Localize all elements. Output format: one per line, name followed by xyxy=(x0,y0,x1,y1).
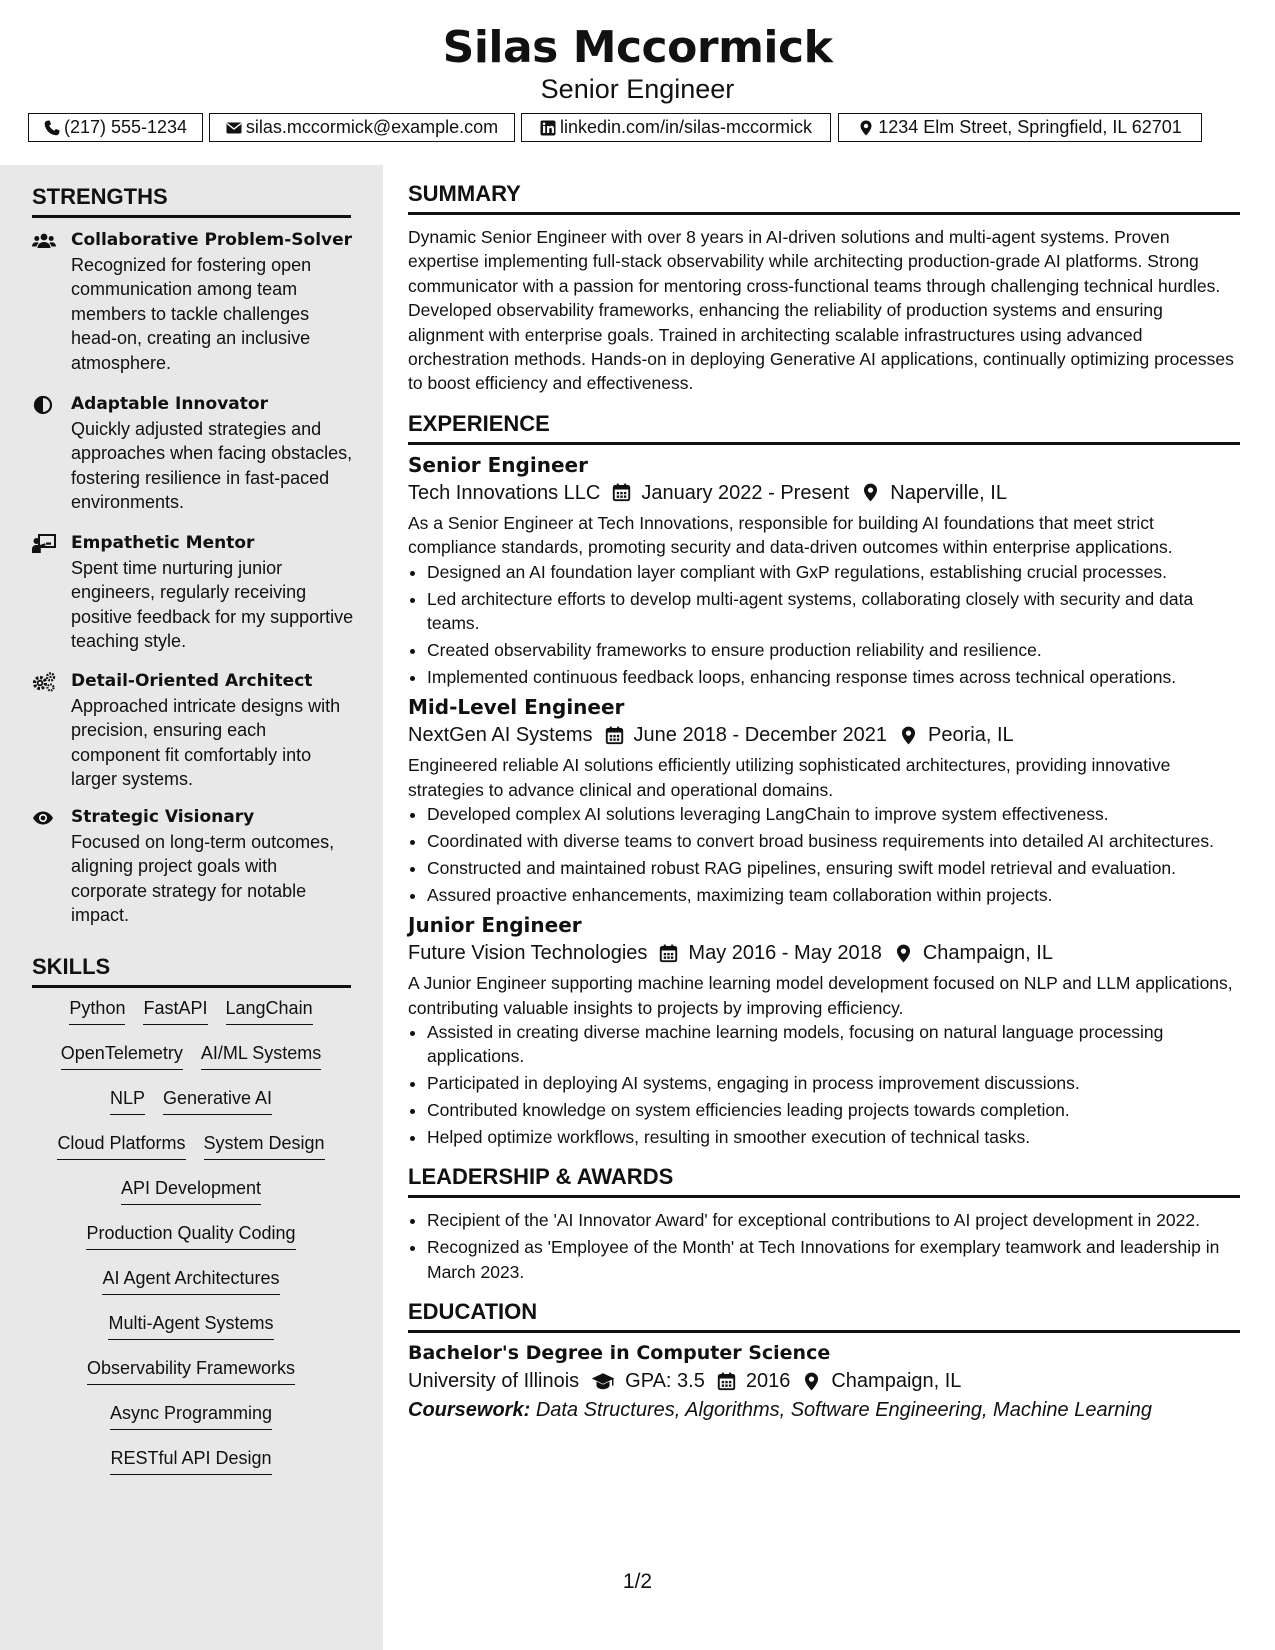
strength-title: Collaborative Problem-Solver xyxy=(71,230,353,250)
job-location: Naperville, IL xyxy=(890,481,1007,504)
leadership-bullets xyxy=(408,1208,1240,1284)
experience-heading: EXPERIENCE xyxy=(408,410,1240,445)
map-pin-icon xyxy=(802,1372,821,1391)
strengths-heading: STRENGTHS xyxy=(32,183,351,218)
list-item: • Helped optimize workflows, resulting in smoother execution of technical tasks. xyxy=(427,1125,1240,1149)
job-company: Tech Innovations LLC xyxy=(408,481,601,504)
contact-linkedin[interactable] xyxy=(521,113,831,142)
graduation-cap-icon xyxy=(591,1372,615,1391)
page-number: 1/2 xyxy=(622,1570,653,1593)
half-circle-icon xyxy=(32,395,56,415)
education-entry xyxy=(408,1339,1240,1425)
strength-desc: Focused on long-term outcomes, aligning project goals with corporate strategy for notable impact. xyxy=(71,832,335,926)
job-bullets xyxy=(408,1020,1240,1150)
skill-row xyxy=(32,1401,350,1446)
map-pin-icon xyxy=(899,726,918,745)
list-item: • Designed an AI foundation layer compliant with GxP regulations, establishing crucial processes. xyxy=(427,560,1240,584)
education-heading: EDUCATION xyxy=(408,1298,1240,1333)
map-pin-icon xyxy=(861,483,880,502)
skill-row xyxy=(32,1041,350,1086)
strength-title: Strategic Visionary xyxy=(71,807,255,827)
education-meta xyxy=(408,1367,1240,1395)
job-desc: A Junior Engineer supporting machine learning model development focused on NLP and LLM applications, contributing valuable insights to projects by improving efficiency. xyxy=(408,973,1233,1018)
skill-tag: Generative AI xyxy=(163,1086,272,1115)
skill-tag: AI/ML Systems xyxy=(201,1041,321,1070)
list-item: • Assisted in creating diverse machine learning models, focusing on natural language processing applications. xyxy=(427,1020,1240,1069)
leadership-heading: LEADERSHIP & AWARDS xyxy=(408,1163,1240,1198)
skill-row xyxy=(32,1131,350,1176)
job-bullets xyxy=(408,802,1240,907)
list-item: • Recognized as 'Employee of the Month' at Tech Innovations for exemplary teamwork and leadership in March 2023. xyxy=(427,1235,1240,1284)
list-item: • Constructed and maintained robust RAG pipelines, ensuring swift model retrieval and evaluation. xyxy=(427,856,1240,880)
strength-title: Adaptable Innovator xyxy=(71,394,268,414)
map-pin-icon xyxy=(894,944,913,963)
job-meta xyxy=(408,721,1240,749)
coursework xyxy=(408,1395,1240,1425)
job-bullets xyxy=(408,560,1240,690)
skill-row xyxy=(32,1446,350,1491)
linkedin-icon xyxy=(540,120,556,136)
education-location: Champaign, IL xyxy=(831,1370,962,1393)
contact-phone-text: (217) 555-1234 xyxy=(63,117,188,137)
eye-icon xyxy=(32,808,56,828)
gears-icon xyxy=(32,672,56,692)
list-item: • Created observability frameworks to ensure production reliability and resilience. xyxy=(427,638,1240,662)
gpa: GPA: 3.5 xyxy=(625,1370,705,1393)
map-pin-icon xyxy=(858,120,874,136)
list-item: • Participated in deploying AI systems, engaging in process improvement discussions. xyxy=(427,1071,1240,1095)
strength-title: Empathetic Mentor xyxy=(71,533,255,553)
skill-row xyxy=(32,1356,350,1401)
strength-desc: Quickly adjusted strategies and approaches when facing obstacles, fostering resilience in fast-paced environments. xyxy=(71,419,353,513)
job-title: Mid-Level Engineer xyxy=(408,695,625,720)
job-entry xyxy=(408,693,1240,907)
envelope-icon xyxy=(226,120,242,136)
job-dates: January 2022 - Present xyxy=(641,481,850,504)
skill-tag: Multi-Agent Systems xyxy=(108,1311,273,1340)
strength-desc: Spent time nurturing junior engineers, regularly receiving positive feedback for my supportive teaching style. xyxy=(71,558,354,652)
job-company: NextGen AI Systems xyxy=(408,724,593,747)
summary-heading: SUMMARY xyxy=(408,180,1240,215)
contact-phone[interactable] xyxy=(28,113,203,142)
calendar-icon xyxy=(659,944,678,963)
skill-row xyxy=(32,996,350,1041)
list-item: • Assured proactive enhancements, maximizing team collaboration within projects. xyxy=(427,883,1240,907)
candidate-name: Silas Mccormick xyxy=(442,22,833,73)
graduation-year: 2016 xyxy=(745,1370,791,1393)
list-item: • Contributed knowledge on system efficiencies leading projects towards completion. xyxy=(427,1098,1240,1122)
skills-list xyxy=(32,996,350,1491)
job-company: Future Vision Technologies xyxy=(408,942,648,965)
contact-address xyxy=(838,113,1202,142)
skill-tag: LangChain xyxy=(226,996,313,1025)
school-name: University of Illinois xyxy=(408,1370,580,1393)
list-item: • Led architecture efforts to develop multi-agent systems, collaborating closely with security and data teams. xyxy=(427,587,1240,636)
job-title: Junior Engineer xyxy=(408,913,582,938)
strength-desc: Approached intricate designs with precision, ensuring each component fit comfortably into larger systems. xyxy=(71,696,341,790)
skill-row xyxy=(32,1221,350,1266)
calendar-icon xyxy=(717,1372,736,1391)
skill-row xyxy=(32,1266,350,1311)
job-entry xyxy=(408,911,1240,1149)
phone-icon xyxy=(44,120,60,136)
job-title: Senior Engineer xyxy=(408,452,588,477)
skill-tag: Async Programming xyxy=(110,1401,272,1430)
teacher-icon xyxy=(32,534,56,554)
skill-tag: AI Agent Architectures xyxy=(102,1266,279,1295)
skill-tag: Production Quality Coding xyxy=(86,1221,295,1250)
skill-tag: RESTful API Design xyxy=(110,1446,271,1475)
list-item: • Developed complex AI solutions leveraging LangChain to improve system effectiveness. xyxy=(427,802,1240,826)
skill-tag: FastAPI xyxy=(143,996,207,1025)
skill-tag: NLP xyxy=(110,1086,145,1115)
job-desc: Engineered reliable AI solutions efficiently utilizing sophisticated architectures, providing innovative strategies to advance clinical and operational domains. xyxy=(408,755,1171,800)
contact-linkedin-text: linkedin.com/in/silas-mccormick xyxy=(559,117,813,137)
list-item: • Recipient of the 'AI Innovator Award' for exceptional contributions to AI project development in 2022. xyxy=(427,1208,1240,1232)
calendar-icon xyxy=(605,726,624,745)
skill-tag: Observability Frameworks xyxy=(87,1356,295,1385)
skill-row xyxy=(32,1086,350,1131)
job-desc: As a Senior Engineer at Tech Innovations, responsible for building AI foundations that meet strict compliance standards, promoting security and data-driven outcomes within enterprise applications. xyxy=(408,512,1173,558)
skill-tag: Cloud Platforms xyxy=(57,1131,185,1160)
skill-tag: System Design xyxy=(204,1131,325,1160)
contact-email[interactable] xyxy=(209,113,515,142)
users-icon xyxy=(32,231,56,251)
main-content xyxy=(408,180,1240,1425)
summary-text: Dynamic Senior Engineer with over 8 years in AI-driven solutions and multi-agent systems. Proven expertise implementing full-stack observability while architecting production-grade AI platforms. Strong communicator with a passion for mentoring cross-functional teams through challenging technical hurdles. Developed observability frameworks, enhancing the reliability of production systems and ensuring alignment with enterprise goals. Trained in architecting scalable infrastructures using advanced orchestration methods. Hands-on in deploying Generative AI applications, continually optimizing processes to boost efficiency and effectiveness. xyxy=(408,227,1234,394)
calendar-icon xyxy=(612,483,631,502)
list-item: • Implemented continuous feedback loops, enhancing response times across technical operations. xyxy=(427,665,1240,689)
skills-heading: SKILLS xyxy=(32,953,351,988)
job-entry xyxy=(408,451,1240,689)
coursework-list: Data Structures, Algorithms, Software Engineering, Machine Learning xyxy=(535,1399,1153,1422)
job-meta xyxy=(408,479,1240,507)
list-item: • Coordinated with diverse teams to convert broad business requirements into detailed AI architectures. xyxy=(427,829,1240,853)
contact-bar xyxy=(28,113,1244,144)
job-dates: May 2016 - May 2018 xyxy=(688,942,882,965)
job-location: Champaign, IL xyxy=(922,942,1053,965)
contact-address-text: 1234 Elm Street, Springfield, IL 62701 xyxy=(878,117,1182,137)
contact-email-text: silas.mccormick@example.com xyxy=(245,117,499,137)
job-dates: June 2018 - December 2021 xyxy=(633,724,888,747)
strength-title: Detail-Oriented Architect xyxy=(71,671,313,691)
job-meta xyxy=(408,939,1240,967)
candidate-title: Senior Engineer xyxy=(540,74,735,104)
degree-title: Bachelor's Degree in Computer Science xyxy=(408,1342,831,1365)
strength-desc: Recognized for fostering open communication among team members to tackle challenges head-on, creating an inclusive atmosphere. xyxy=(71,255,312,373)
skill-row xyxy=(32,1176,350,1221)
coursework-label: Coursework: xyxy=(408,1399,531,1422)
skill-tag: API Development xyxy=(121,1176,261,1205)
job-location: Peoria, IL xyxy=(928,724,1014,747)
skill-tag: Python xyxy=(69,996,125,1025)
skill-row xyxy=(32,1311,350,1356)
skill-tag: OpenTelemetry xyxy=(61,1041,183,1070)
